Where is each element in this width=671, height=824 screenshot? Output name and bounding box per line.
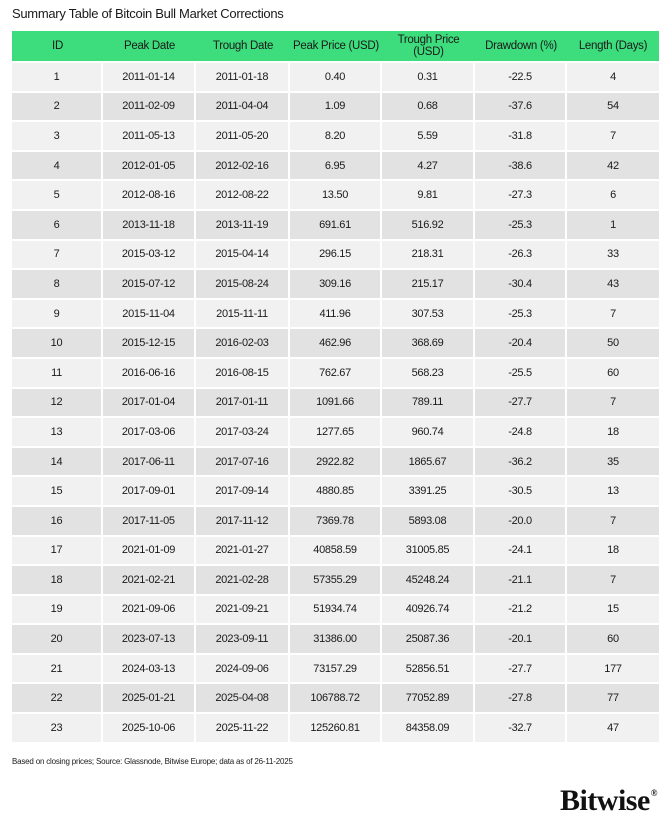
header-id: ID xyxy=(12,31,103,61)
cell-id: 9 xyxy=(12,300,103,330)
cell-peak-date: 2012-01-05 xyxy=(103,152,196,182)
cell-peak-date: 2021-02-21 xyxy=(103,566,196,596)
cell-id: 16 xyxy=(12,507,103,537)
table-row xyxy=(12,241,659,271)
cell-trough-price: 45248.24 xyxy=(382,566,475,596)
source-footnote: Based on closing prices; Source: Glassnode, Bitwise Europe; data as of 26-11-2025 xyxy=(12,757,293,766)
cell-peak-date: 2012-08-16 xyxy=(103,181,196,211)
cell-id: 21 xyxy=(12,655,103,685)
table-body xyxy=(12,61,659,744)
cell-drawdown: -20.0 xyxy=(475,507,567,537)
table-row xyxy=(12,537,659,567)
cell-drawdown: -32.7 xyxy=(475,714,567,744)
cell-length: 7 xyxy=(567,389,659,419)
header-peak-price: Peak Price (USD) xyxy=(290,31,382,61)
cell-trough-price: 5893.08 xyxy=(382,507,475,537)
cell-id: 15 xyxy=(12,477,103,507)
table-title: Summary Table of Bitcoin Bull Market Corrections xyxy=(12,6,284,21)
cell-peak-date: 2021-09-06 xyxy=(103,596,196,626)
cell-trough-date: 2017-01-11 xyxy=(196,389,290,419)
cell-peak-price: 7369.78 xyxy=(290,507,382,537)
cell-trough-date: 2017-03-24 xyxy=(196,418,290,448)
cell-trough-date: 2015-11-11 xyxy=(196,300,290,330)
header-length: Length (Days) xyxy=(567,31,659,61)
table-row xyxy=(12,655,659,685)
cell-id: 13 xyxy=(12,418,103,448)
cell-peak-price: 57355.29 xyxy=(290,566,382,596)
cell-trough-price: 84358.09 xyxy=(382,714,475,744)
cell-trough-date: 2021-09-21 xyxy=(196,596,290,626)
cell-trough-date: 2015-04-14 xyxy=(196,241,290,271)
cell-length: 43 xyxy=(567,270,659,300)
cell-trough-price: 218.31 xyxy=(382,241,475,271)
cell-peak-price: 125260.81 xyxy=(290,714,382,744)
table-header-row xyxy=(12,31,659,61)
cell-trough-date: 2025-04-08 xyxy=(196,684,290,714)
cell-length: 35 xyxy=(567,448,659,478)
cell-id: 4 xyxy=(12,152,103,182)
cell-id: 20 xyxy=(12,625,103,655)
logo-text: Bitwise xyxy=(559,784,650,817)
cell-peak-date: 2013-11-18 xyxy=(103,211,196,241)
cell-drawdown: -21.2 xyxy=(475,596,567,626)
table-row xyxy=(12,625,659,655)
cell-peak-price: 1277.65 xyxy=(290,418,382,448)
cell-peak-date: 2016-06-16 xyxy=(103,359,196,389)
cell-length: 177 xyxy=(567,655,659,685)
bitwise-logo xyxy=(560,784,657,818)
cell-drawdown: -30.5 xyxy=(475,477,567,507)
cell-trough-price: 5.59 xyxy=(382,122,475,152)
cell-peak-price: 8.20 xyxy=(290,122,382,152)
table-row xyxy=(12,684,659,714)
cell-peak-date: 2017-03-06 xyxy=(103,418,196,448)
cell-trough-date: 2016-08-15 xyxy=(196,359,290,389)
cell-id: 1 xyxy=(12,61,103,93)
cell-trough-date: 2012-08-22 xyxy=(196,181,290,211)
cell-peak-date: 2017-06-11 xyxy=(103,448,196,478)
cell-trough-date: 2011-01-18 xyxy=(196,61,290,93)
cell-drawdown: -27.7 xyxy=(475,389,567,419)
cell-drawdown: -30.4 xyxy=(475,270,567,300)
cell-peak-date: 2017-09-01 xyxy=(103,477,196,507)
header-peak-date: Peak Date xyxy=(103,31,196,61)
cell-length: 7 xyxy=(567,300,659,330)
cell-drawdown: -24.1 xyxy=(475,537,567,567)
cell-length: 15 xyxy=(567,596,659,626)
cell-drawdown: -27.3 xyxy=(475,181,567,211)
cell-length: 42 xyxy=(567,152,659,182)
cell-trough-date: 2017-09-14 xyxy=(196,477,290,507)
cell-trough-date: 2017-11-12 xyxy=(196,507,290,537)
cell-id: 23 xyxy=(12,714,103,744)
table-row xyxy=(12,477,659,507)
cell-id: 3 xyxy=(12,122,103,152)
table-row xyxy=(12,270,659,300)
cell-trough-price: 0.68 xyxy=(382,93,475,123)
cell-id: 5 xyxy=(12,181,103,211)
cell-trough-price: 215.17 xyxy=(382,270,475,300)
cell-peak-price: 40858.59 xyxy=(290,537,382,567)
cell-drawdown: -25.3 xyxy=(475,211,567,241)
cell-peak-price: 309.16 xyxy=(290,270,382,300)
cell-peak-price: 31386.00 xyxy=(290,625,382,655)
cell-peak-date: 2015-11-04 xyxy=(103,300,196,330)
cell-drawdown: -31.8 xyxy=(475,122,567,152)
cell-trough-price: 368.69 xyxy=(382,329,475,359)
cell-id: 6 xyxy=(12,211,103,241)
cell-peak-price: 4880.85 xyxy=(290,477,382,507)
cell-trough-date: 2021-02-28 xyxy=(196,566,290,596)
cell-peak-price: 296.15 xyxy=(290,241,382,271)
table-row xyxy=(12,300,659,330)
table-row xyxy=(12,93,659,123)
cell-trough-price: 3391.25 xyxy=(382,477,475,507)
cell-length: 6 xyxy=(567,181,659,211)
cell-length: 7 xyxy=(567,566,659,596)
registered-mark: ® xyxy=(650,788,657,798)
cell-peak-date: 2011-05-13 xyxy=(103,122,196,152)
cell-peak-date: 2024-03-13 xyxy=(103,655,196,685)
cell-trough-date: 2011-05-20 xyxy=(196,122,290,152)
cell-id: 12 xyxy=(12,389,103,419)
header-drawdown: Drawdown (%) xyxy=(475,31,567,61)
cell-id: 22 xyxy=(12,684,103,714)
cell-trough-price: 568.23 xyxy=(382,359,475,389)
table-row xyxy=(12,152,659,182)
table-row xyxy=(12,359,659,389)
cell-id: 11 xyxy=(12,359,103,389)
table-row xyxy=(12,211,659,241)
table-row xyxy=(12,448,659,478)
cell-peak-price: 1091.66 xyxy=(290,389,382,419)
header-trough-date: Trough Date xyxy=(196,31,290,61)
cell-peak-price: 691.61 xyxy=(290,211,382,241)
cell-length: 54 xyxy=(567,93,659,123)
cell-length: 1 xyxy=(567,211,659,241)
cell-length: 60 xyxy=(567,625,659,655)
cell-id: 2 xyxy=(12,93,103,123)
cell-peak-date: 2011-02-09 xyxy=(103,93,196,123)
cell-trough-price: 789.11 xyxy=(382,389,475,419)
table-row xyxy=(12,596,659,626)
cell-peak-price: 106788.72 xyxy=(290,684,382,714)
cell-peak-date: 2021-01-09 xyxy=(103,537,196,567)
cell-length: 33 xyxy=(567,241,659,271)
cell-peak-price: 6.95 xyxy=(290,152,382,182)
cell-trough-price: 25087.36 xyxy=(382,625,475,655)
cell-peak-date: 2025-01-21 xyxy=(103,684,196,714)
cell-length: 7 xyxy=(567,507,659,537)
cell-drawdown: -27.8 xyxy=(475,684,567,714)
table-row xyxy=(12,61,659,93)
cell-drawdown: -20.4 xyxy=(475,329,567,359)
cell-drawdown: -25.3 xyxy=(475,300,567,330)
cell-length: 50 xyxy=(567,329,659,359)
cell-trough-date: 2016-02-03 xyxy=(196,329,290,359)
cell-length: 13 xyxy=(567,477,659,507)
cell-trough-price: 52856.51 xyxy=(382,655,475,685)
cell-peak-price: 411.96 xyxy=(290,300,382,330)
cell-trough-price: 77052.89 xyxy=(382,684,475,714)
cell-trough-price: 960.74 xyxy=(382,418,475,448)
cell-id: 17 xyxy=(12,537,103,567)
cell-peak-date: 2017-01-04 xyxy=(103,389,196,419)
cell-peak-price: 13.50 xyxy=(290,181,382,211)
cell-trough-date: 2025-11-22 xyxy=(196,714,290,744)
cell-length: 7 xyxy=(567,122,659,152)
cell-peak-price: 762.67 xyxy=(290,359,382,389)
cell-peak-date: 2011-01-14 xyxy=(103,61,196,93)
cell-peak-date: 2025-10-06 xyxy=(103,714,196,744)
cell-peak-date: 2017-11-05 xyxy=(103,507,196,537)
cell-trough-date: 2023-09-11 xyxy=(196,625,290,655)
cell-peak-price: 51934.74 xyxy=(290,596,382,626)
cell-trough-price: 31005.85 xyxy=(382,537,475,567)
cell-trough-price: 4.27 xyxy=(382,152,475,182)
table-row xyxy=(12,418,659,448)
cell-id: 14 xyxy=(12,448,103,478)
cell-trough-date: 2015-08-24 xyxy=(196,270,290,300)
cell-drawdown: -26.3 xyxy=(475,241,567,271)
cell-trough-date: 2021-01-27 xyxy=(196,537,290,567)
cell-trough-price: 9.81 xyxy=(382,181,475,211)
cell-trough-price: 1865.67 xyxy=(382,448,475,478)
cell-drawdown: -27.7 xyxy=(475,655,567,685)
cell-drawdown: -25.5 xyxy=(475,359,567,389)
cell-id: 8 xyxy=(12,270,103,300)
cell-length: 47 xyxy=(567,714,659,744)
cell-peak-date: 2023-07-13 xyxy=(103,625,196,655)
cell-peak-price: 462.96 xyxy=(290,329,382,359)
cell-length: 18 xyxy=(567,537,659,567)
cell-trough-date: 2024-09-06 xyxy=(196,655,290,685)
table-row xyxy=(12,714,659,744)
cell-length: 60 xyxy=(567,359,659,389)
table-row xyxy=(12,507,659,537)
table-row xyxy=(12,329,659,359)
cell-peak-price: 0.40 xyxy=(290,61,382,93)
cell-drawdown: -37.6 xyxy=(475,93,567,123)
cell-drawdown: -21.1 xyxy=(475,566,567,596)
cell-drawdown: -38.6 xyxy=(475,152,567,182)
table-row xyxy=(12,181,659,211)
cell-trough-price: 40926.74 xyxy=(382,596,475,626)
cell-trough-price: 516.92 xyxy=(382,211,475,241)
table-row xyxy=(12,122,659,152)
table-row xyxy=(12,389,659,419)
corrections-table xyxy=(12,31,659,744)
cell-drawdown: -24.8 xyxy=(475,418,567,448)
cell-peak-price: 1.09 xyxy=(290,93,382,123)
cell-trough-date: 2011-04-04 xyxy=(196,93,290,123)
cell-id: 19 xyxy=(12,596,103,626)
cell-drawdown: -22.5 xyxy=(475,61,567,93)
cell-peak-price: 2922.82 xyxy=(290,448,382,478)
cell-trough-date: 2017-07-16 xyxy=(196,448,290,478)
header-trough-price: Trough Price (USD) xyxy=(382,31,475,61)
cell-drawdown: -20.1 xyxy=(475,625,567,655)
cell-length: 18 xyxy=(567,418,659,448)
cell-trough-date: 2012-02-16 xyxy=(196,152,290,182)
cell-id: 18 xyxy=(12,566,103,596)
cell-id: 7 xyxy=(12,241,103,271)
cell-trough-price: 307.53 xyxy=(382,300,475,330)
cell-trough-price: 0.31 xyxy=(382,61,475,93)
cell-peak-date: 2015-07-12 xyxy=(103,270,196,300)
cell-length: 4 xyxy=(567,61,659,93)
cell-peak-date: 2015-03-12 xyxy=(103,241,196,271)
table-row xyxy=(12,566,659,596)
cell-id: 10 xyxy=(12,329,103,359)
cell-drawdown: -36.2 xyxy=(475,448,567,478)
cell-trough-date: 2013-11-19 xyxy=(196,211,290,241)
cell-peak-date: 2015-12-15 xyxy=(103,329,196,359)
cell-peak-price: 73157.29 xyxy=(290,655,382,685)
cell-length: 77 xyxy=(567,684,659,714)
